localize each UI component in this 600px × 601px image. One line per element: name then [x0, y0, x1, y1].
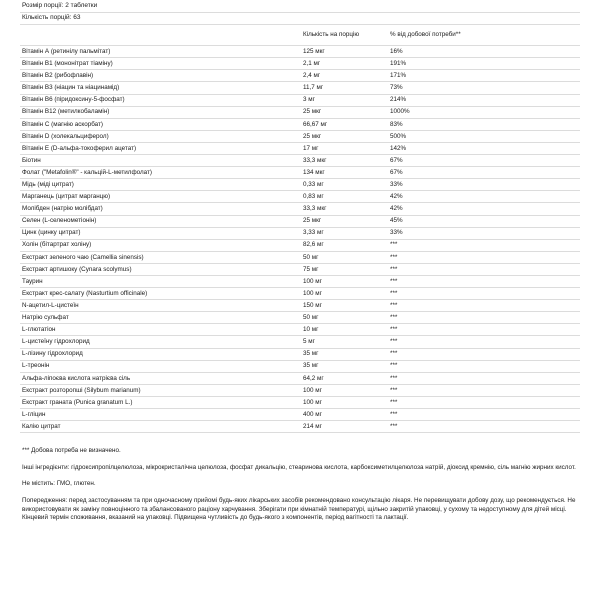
daily-value-percent: 16%: [388, 46, 580, 58]
ingredient-name: Селен (L-селенометіонін): [20, 215, 301, 227]
table-row: [20, 300, 580, 312]
daily-value-percent: ***: [388, 409, 580, 421]
amount-per-serving: 5 мг: [301, 336, 388, 348]
column-header-ingredient: [20, 25, 301, 46]
table-row: [20, 94, 580, 106]
daily-value-percent: 33%: [388, 179, 580, 191]
amount-per-serving: 17 мг: [301, 142, 388, 154]
daily-value-percent: ***: [388, 336, 580, 348]
ingredient-name: Молібден (натрію молібдат): [20, 203, 301, 215]
ingredient-name: Біотин: [20, 155, 301, 167]
daily-value-percent: ***: [388, 384, 580, 396]
amount-per-serving: 0,33 мг: [301, 179, 388, 191]
free-from-text: Не містить: ГМО, глютен.: [22, 480, 96, 488]
table-row: [20, 288, 580, 300]
ingredient-name: L-лізину гідрохлорид: [20, 348, 301, 360]
table-row: [20, 191, 580, 203]
daily-value-percent: 171%: [388, 70, 580, 82]
ingredient-name: Вітамін В2 (рибофлавін): [20, 70, 301, 82]
table-header-row: [20, 25, 580, 46]
ingredient-name: L-глютатіон: [20, 324, 301, 336]
table-row: [20, 372, 580, 384]
table-row: [20, 167, 580, 179]
daily-value-percent: 33%: [388, 227, 580, 239]
ingredient-name: Мідь (міді цитрат): [20, 179, 301, 191]
amount-per-serving: 100 мг: [301, 288, 388, 300]
table-row: [20, 324, 580, 336]
ingredient-name: Вітамін D (холекальциферол): [20, 130, 301, 142]
amount-per-serving: 33,3 мкг: [301, 155, 388, 167]
table-row: [20, 251, 580, 263]
ingredient-name: Цинк (цинку цитрат): [20, 227, 301, 239]
daily-value-percent: ***: [388, 421, 580, 433]
amount-per-serving: 125 мкг: [301, 46, 388, 58]
table-row: [20, 106, 580, 118]
daily-value-percent: ***: [388, 348, 580, 360]
amount-per-serving: 25 мкг: [301, 106, 388, 118]
amount-per-serving: 11,7 мг: [301, 82, 388, 94]
amount-per-serving: 2,4 мг: [301, 70, 388, 82]
ingredient-name: Вітамін В1 (мононітрат тіаміну): [20, 58, 301, 70]
daily-value-percent: ***: [388, 300, 580, 312]
ingredient-name: N-ацетил-L-цистеїн: [20, 300, 301, 312]
table-row: [20, 46, 580, 58]
ingredient-name: Вітамін В12 (метилкобаламін): [20, 106, 301, 118]
column-header-amount: Кількість на порцію: [301, 25, 388, 46]
amount-per-serving: 50 мг: [301, 312, 388, 324]
table-row: [20, 384, 580, 396]
amount-per-serving: 66,67 мг: [301, 118, 388, 130]
notes-section: [20, 447, 580, 523]
table-row: [20, 227, 580, 239]
table-row: [20, 130, 580, 142]
ingredient-name: Вітамін В6 (піридоксину-5-фосфат): [20, 94, 301, 106]
daily-value-percent: ***: [388, 288, 580, 300]
table-row: [20, 263, 580, 275]
table-row: [20, 336, 580, 348]
table-row: [20, 409, 580, 421]
table-row: [20, 275, 580, 287]
ingredient-name: L-цистеїну гідрохлорид: [20, 336, 301, 348]
table-row: [20, 239, 580, 251]
amount-per-serving: 150 мг: [301, 300, 388, 312]
column-header-daily-value: % від добової потреби**: [388, 25, 580, 46]
amount-per-serving: 35 мг: [301, 360, 388, 372]
daily-value-percent: 1000%: [388, 106, 580, 118]
table-row: [20, 118, 580, 130]
daily-value-percent: 214%: [388, 94, 580, 106]
warning-text: Попередження: перед застосуванням та при одночасному прийомі будь-яких лікарських засобів рекомендовано консультацію лікаря. Не перевищувати добову дозу, що рекомендується. Не використовувати як заміну повноцінного та збалансованого раціону харчування. Зберігати при кімнатній температурі, щільно закритій упаковці, у сухому та недоступному для дітей місці. Кінцевий термін споживання, вказаний на упаковці. Підвищена чутливість до будь-якого з компонентів, період вагітності та лактації.: [22, 496, 576, 522]
ingredient-name: Вітамін Е (D-альфа-токоферил ацетат): [20, 142, 301, 154]
daily-value-percent: 500%: [388, 130, 580, 142]
daily-value-percent: ***: [388, 275, 580, 287]
amount-per-serving: 64,2 мг: [301, 372, 388, 384]
amount-per-serving: 10 мг: [301, 324, 388, 336]
table-row: [20, 70, 580, 82]
ingredient-name: Вітамін С (магнію аскорбат): [20, 118, 301, 130]
amount-per-serving: 400 мг: [301, 409, 388, 421]
ingredient-name: Екстракт граната (Punica granatum L.): [20, 396, 301, 408]
daily-value-percent: ***: [388, 360, 580, 372]
serving-size: Розмір порції: 2 таблетки: [20, 1, 580, 13]
table-row: [20, 58, 580, 70]
daily-value-percent: ***: [388, 324, 580, 336]
amount-per-serving: 0,83 мг: [301, 191, 388, 203]
table-row: [20, 82, 580, 94]
table-row: [20, 421, 580, 433]
ingredient-name: Таурин: [20, 275, 301, 287]
table-row: [20, 348, 580, 360]
ingredient-name: Холін (бітартрат холіну): [20, 239, 301, 251]
ingredient-name: Екстракт крес-салату (Nasturtium officinale): [20, 288, 301, 300]
table-row: [20, 203, 580, 215]
ingredient-name: Екстракт розторопші (Silybum marianum): [20, 384, 301, 396]
ingredient-name: Екстракт артишоку (Cynara scolymus): [20, 263, 301, 275]
table-row: [20, 396, 580, 408]
daily-value-percent: ***: [388, 372, 580, 384]
ingredient-name: L-гліцин: [20, 409, 301, 421]
amount-per-serving: 3,33 мг: [301, 227, 388, 239]
ingredient-name: Натрію сульфат: [20, 312, 301, 324]
table-body: [20, 46, 580, 433]
amount-per-serving: 35 мг: [301, 348, 388, 360]
amount-per-serving: 3 мг: [301, 94, 388, 106]
table-row: [20, 312, 580, 324]
ingredient-name: Вітамін В3 (ніацин та ніацинамід): [20, 82, 301, 94]
amount-per-serving: 82,6 мг: [301, 239, 388, 251]
daily-value-percent: 73%: [388, 82, 580, 94]
supplement-facts-document: [20, 1, 580, 523]
ingredient-name: Калію цитрат: [20, 421, 301, 433]
ingredients-text: Інші інгредієнти: гідроксипропілцелюлоза, мікрокристалічна целюлоза, фосфат дикальцію, стеаринова кислота, карбоксиметилцелюлоза натрій, діоксид кремнію, сіль магнію жирних кислот.: [22, 463, 576, 471]
daily-value-percent: 67%: [388, 167, 580, 179]
daily-value-percent: 67%: [388, 155, 580, 167]
amount-per-serving: 134 мкг: [301, 167, 388, 179]
amount-per-serving: 2,1 мг: [301, 58, 388, 70]
amount-per-serving: 25 мкг: [301, 215, 388, 227]
table-row: [20, 215, 580, 227]
table-row: [20, 155, 580, 167]
daily-value-percent: 83%: [388, 118, 580, 130]
ingredient-name: Екстракт зеленого чаю (Camellia sinensis): [20, 251, 301, 263]
ingredient-name: Альфа-ліпоєва кислота натрієва сіль: [20, 372, 301, 384]
daily-value-percent: 142%: [388, 142, 580, 154]
daily-value-percent: 42%: [388, 191, 580, 203]
amount-per-serving: 214 мг: [301, 421, 388, 433]
daily-value-percent: ***: [388, 396, 580, 408]
daily-value-percent: ***: [388, 312, 580, 324]
ingredient-name: Вітамін А (ретинілу пальмітат): [20, 46, 301, 58]
daily-value-percent: ***: [388, 251, 580, 263]
amount-per-serving: 50 мг: [301, 251, 388, 263]
amount-per-serving: 100 мг: [301, 384, 388, 396]
ingredient-name: L-треонін: [20, 360, 301, 372]
amount-per-serving: 33,3 мкг: [301, 203, 388, 215]
table-row: [20, 142, 580, 154]
amount-per-serving: 100 мг: [301, 275, 388, 287]
daily-value-percent: ***: [388, 239, 580, 251]
daily-value-percent: 191%: [388, 58, 580, 70]
table-row: [20, 360, 580, 372]
daily-value-percent: 45%: [388, 215, 580, 227]
footnote-text: *** Добова потреба не визначено.: [22, 447, 121, 455]
amount-per-serving: 25 мкг: [301, 130, 388, 142]
ingredient-name: Марганець (цитрат марганцю): [20, 191, 301, 203]
servings-count: Кількість порцій: 63: [20, 13, 580, 25]
daily-value-percent: 42%: [388, 203, 580, 215]
nutrition-table: [20, 25, 580, 434]
amount-per-serving: 75 мг: [301, 263, 388, 275]
amount-per-serving: 100 мг: [301, 396, 388, 408]
table-row: [20, 179, 580, 191]
ingredient-name: Фолат ("Metafolin®" - кальцій-L-метилфолат): [20, 167, 301, 179]
daily-value-percent: ***: [388, 263, 580, 275]
